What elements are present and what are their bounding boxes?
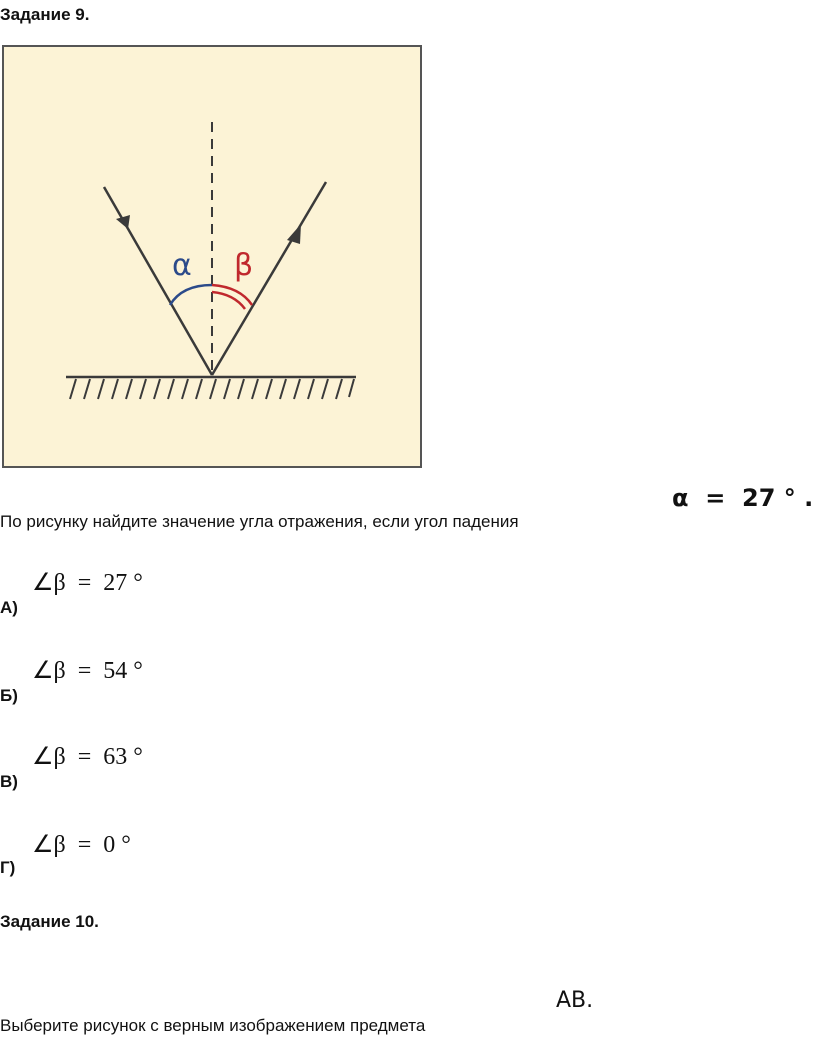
beta-arc-outer bbox=[212, 285, 252, 305]
option-c-formula: ∠β = 63 ° bbox=[32, 744, 143, 770]
reflected-arrow-icon bbox=[287, 224, 301, 244]
option-b-label[interactable]: Б) bbox=[0, 686, 18, 705]
task10-title: Задание 10. bbox=[0, 912, 99, 931]
reflection-figure bbox=[2, 45, 422, 468]
alpha-label: α bbox=[172, 248, 192, 283]
reflection-diagram bbox=[4, 47, 420, 466]
option-d-formula: ∠β = 0 ° bbox=[32, 832, 131, 858]
option-a-label[interactable]: А) bbox=[0, 598, 18, 617]
given-angle: α = 27 ° . bbox=[672, 484, 814, 512]
task9-title: Задание 9. bbox=[0, 5, 90, 24]
alpha-arc bbox=[170, 285, 212, 305]
option-a-formula: ∠β = 27 ° bbox=[32, 570, 143, 596]
object-ab: AB. bbox=[556, 988, 594, 1013]
beta-label: β bbox=[234, 248, 254, 283]
reflected-ray bbox=[212, 182, 326, 375]
mirror-hatching bbox=[70, 379, 354, 399]
task9-question: По рисунку найдите значение угла отражения, если угол падения bbox=[0, 512, 519, 531]
incident-ray bbox=[104, 187, 212, 375]
task10-question: Выберите рисунок с верным изображением предмета bbox=[0, 1016, 426, 1035]
incident-arrow-icon bbox=[116, 215, 130, 229]
option-c-label[interactable]: В) bbox=[0, 772, 18, 791]
option-d-label[interactable]: Г) bbox=[0, 858, 16, 877]
option-b-formula: ∠β = 54 ° bbox=[32, 658, 143, 684]
